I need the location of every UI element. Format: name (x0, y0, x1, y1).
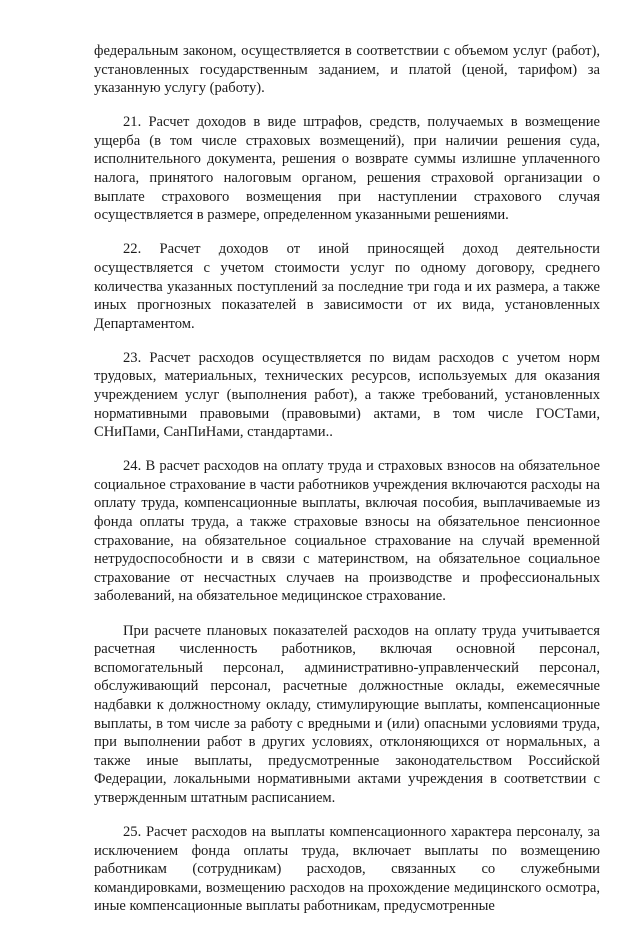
paragraph-22: 22. Расчет доходов от иной приносящей доход деятельности осуществляется с учетом стоимости услуг по одному договору, среднего количества указанных поступлений за последние три года и их размера, а также иных прогнозных показателей в зависимости от их вида, установленных Департаментом. (94, 241, 600, 332)
paragraph-payroll-planning: При расчете плановых показателей расходов на оплату труда учитывается расчетная численность работников, включая основной персонал, вспомогательный персонал, административно-управленческий персонал, обслуживающий персонал, расчетные должностные оклады, ежемесячные надбавки к должностному окладу, стимулирующие выплаты, компенсационные выплаты, в том числе за работу с вредными и (или) опасными условиями труда, при выполнении работ в других условиях, отклоняющихся от нормальных, а также иные выплаты, предусмотренные законодательством Российской Федерации, локальными нормативными актами учреждения в соответствии с утвержденным штатным расписанием. (94, 622, 600, 806)
document-body (94, 42, 600, 931)
paragraph-23: 23. Расчет расходов осуществляется по видам расходов с учетом норм трудовых, материальных, технических ресурсов, используемых для оказания учреждением услуг (выполнения работ), а также требований, установленных нормативными правовыми (правовыми) актами, в том числе ГОСТами, СНиПами, СанПиНами, стандартами.. (94, 349, 600, 441)
paragraph-25: 25. Расчет расходов на выплаты компенсационного характера персоналу, за исключением фонда оплаты труда, включает выплаты по возмещению работникам (сотрудникам) расходов, связанных со служебными командировками, возмещению расходов на прохождение медицинского осмотра, иные компенсационные выплаты работникам, предусмотренные (94, 823, 600, 915)
paragraph-24: 24. В расчет расходов на оплату труда и страховых взносов на обязательное социальное страхование в части работников учреждения включаются расходы на оплату труда, компенсационные выплаты, включая пособия, выплачиваемые из фонда оплаты труда, а также страховые взносы на обязательное пенсионное страхование, на обязательное социальное страхование на случай временной нетрудоспособности и в связи с материнством, на обязательное социальное страхование от несчастных случаев на производстве и профессиональных заболеваний, на обязательное медицинское страхование. (94, 458, 600, 605)
paragraph-continuation: федеральным законом, осуществляется в соответствии с объемом услуг (работ), установленных государственным заданием, и платой (ценой, тарифом) за указанную услугу (работу). (94, 43, 600, 97)
paragraph-21: 21. Расчет доходов в виде штрафов, средств, получаемых в возмещение ущерба (в том числе страховых возмещений), при наличии решения суда, исполнительного документа, решения о возврате суммы излишне уплаченного налога, принятого налоговым органом, решения страховой организации о выплате страхового возмещения при наступлении страхового случая осуществляется в размере, определенном указанными решениями. (94, 114, 600, 224)
